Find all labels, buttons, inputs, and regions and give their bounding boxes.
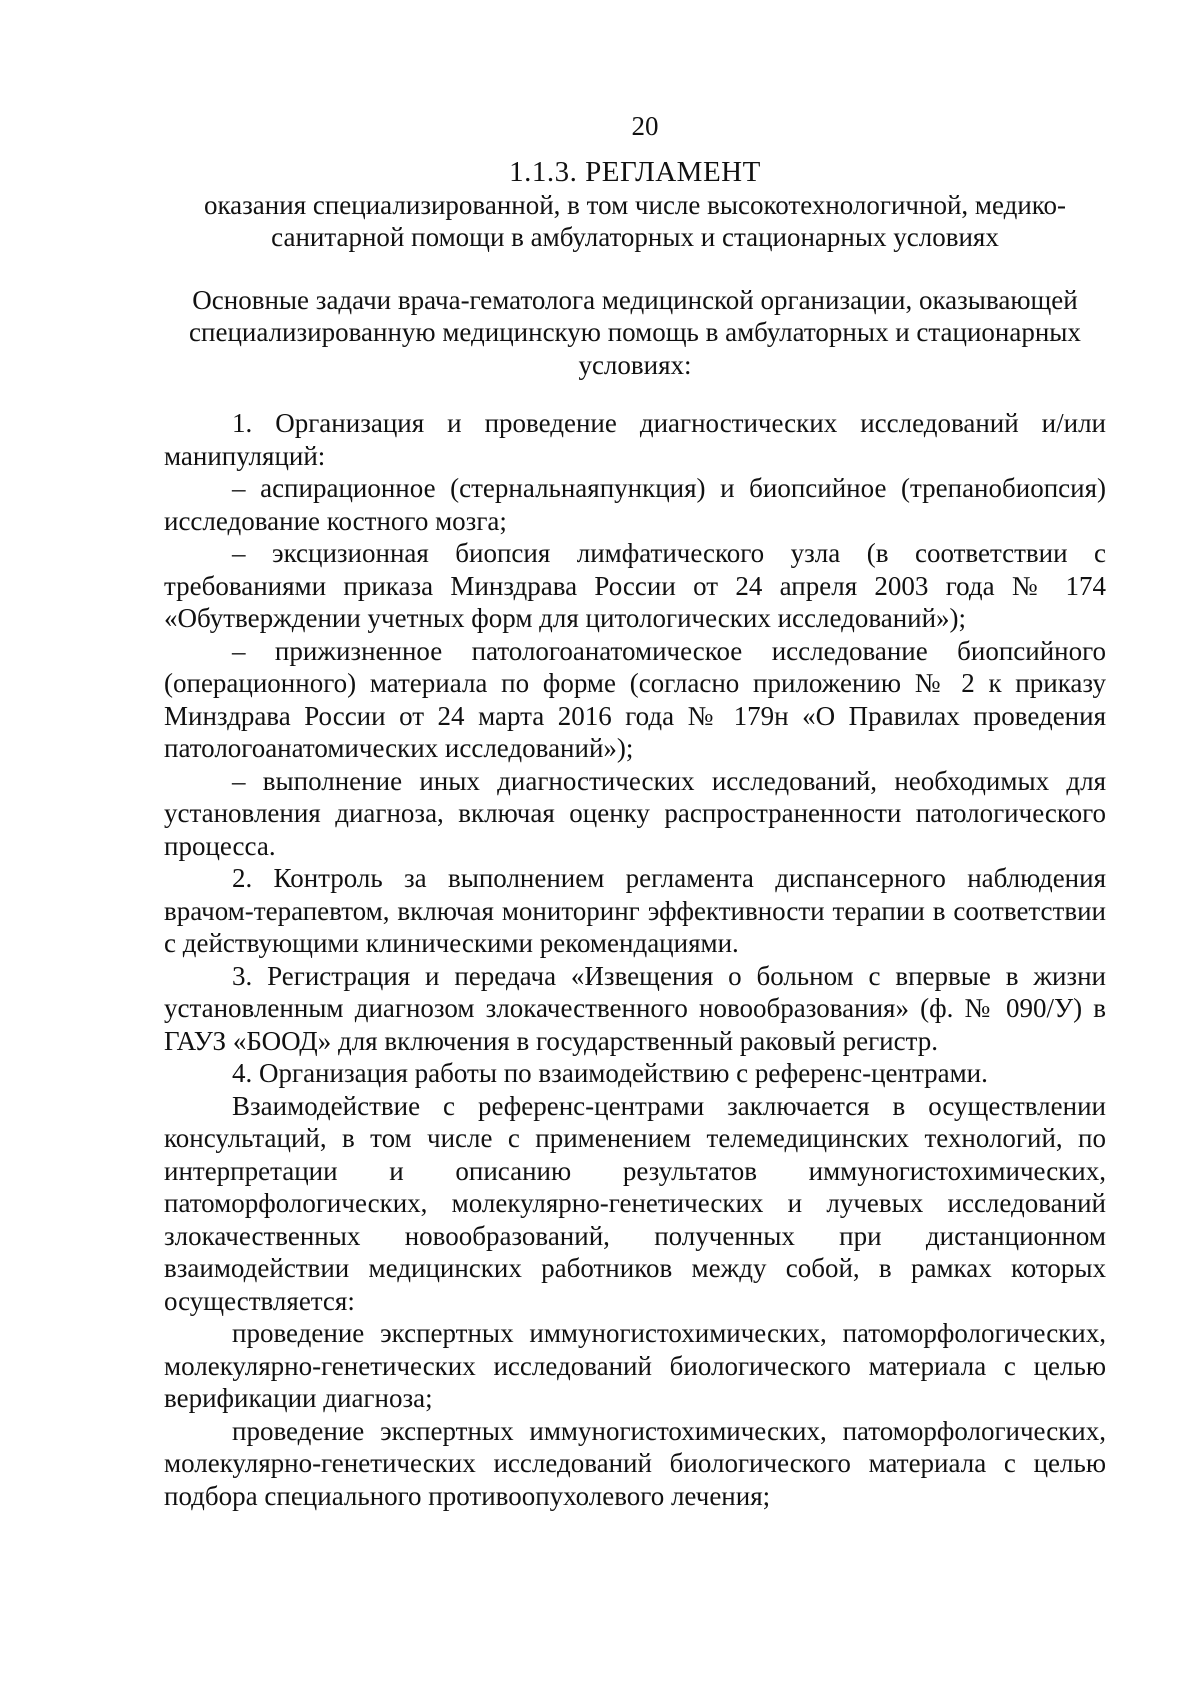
paragraph-expert-treatment: проведение экспертных иммуногистохимических, патоморфологических, молекулярно-генетических исследований биологического материала с целью подбора специального противоопухолевого лечения;	[164, 1415, 1106, 1511]
paragraph-item-4: 4. Организация работы по взаимодействию с референс-центрами.	[232, 1058, 988, 1088]
paragraph-excision-biopsy: – эксцизионная биопсия лимфатического узла (в соответствии с требованиями приказа Минздрава России от 24 апреля 2003 года № 174 «Обутверждении учетных форм для цитологических исследований»);	[164, 538, 1106, 633]
section-heading: Основные задачи врача-гематолога медицинской организации, оказывающей специализированную медицинскую помощь в амбулаторных и стационарных условиях:	[189, 284, 1081, 380]
paragraph-item-3: 3. Регистрация и передача «Извещения о больном с впервые в жизни установленным диагнозом злокачественного новообразования» (ф. № 090/У) в ГАУЗ «БООД» для включения в государственный раковый регистр.	[164, 960, 1106, 1056]
paragraph-pathology: – прижизненное патологоанатомическое исследование биопсийного (операционного) материала по форме (согласно приложению № 2 к приказу Минздрава России от 24 марта 2016 года № 179н «О Правилах проведения патологоанатомических исследований»);	[164, 635, 1106, 763]
page-number: 20	[631, 111, 659, 141]
document-heading	[164, 155, 1106, 254]
paragraph-expert-verification: проведение экспертных иммуногистохимических, патоморфологических, молекулярно-генетических исследований биологического материала с целью верификации диагноза;	[164, 1318, 1106, 1413]
regulation-title: 1.1.3. РЕГЛАМЕНТ	[509, 155, 761, 188]
document-page	[164, 110, 1106, 1512]
paragraph-aspiration: – аспирационное (стернальнаяпункция) и биопсийное (трепанобиопсия) исследование костного мозга;	[164, 473, 1106, 536]
paragraph-item-1: 1. Организация и проведение диагностических исследований и/или манипуляций:	[164, 408, 1106, 471]
regulation-subtitle: оказания специализированной, в том числе высокотехнологичной, медико-санитарной помощи в амбулаторных и стационарных условиях	[203, 189, 1067, 252]
paragraph-reference-centers: Взаимодействие с референс-центрами заключается в осуществлении консультаций, в том числе с применением телемедицинских технологий, по интерпретации и описанию результатов иммуногистохимических, патоморфологических, молекулярно-генетических и лучевых исследований злокачественных новообразований, полученных при дистанционном взаимодействии медицинских работников между собой, в рамках которых осуществляется:	[164, 1090, 1106, 1316]
paragraph-item-2: 2. Контроль за выполнением регламента диспансерного наблюдения врачом-терапевтом, включая мониторинг эффективности терапии в соответствии с действующими клиническими рекомендациями.	[164, 863, 1106, 958]
paragraph-other-diagnostics: – выполнение иных диагностических исследований, необходимых для установления диагноза, включая оценку распространенности патологического процесса.	[164, 765, 1106, 861]
